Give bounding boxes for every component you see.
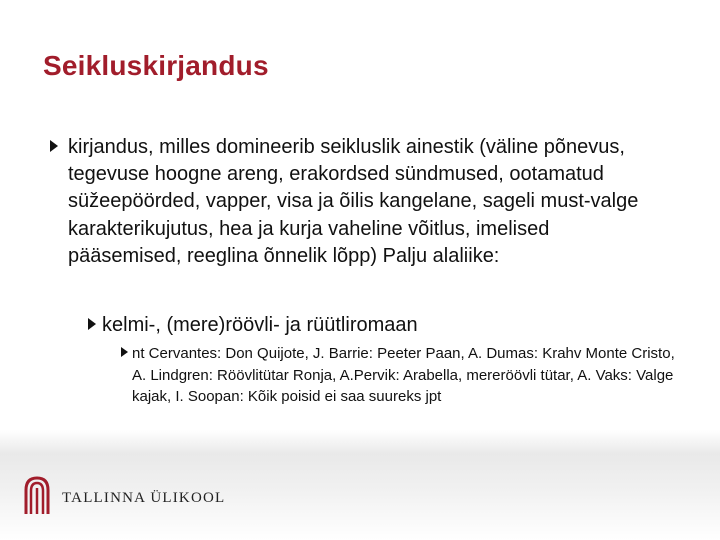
tallinn-university-emblem-icon: [22, 474, 52, 516]
bullet-level-1-text: kirjandus, milles domineerib seikluslik ainestik (väline põnevus, tegevuse hoogne areng, erakordsed sündmused, ootamatud süžeepöörded, vapper, visa ja õilis kangelane, sageli must-valge karakterikujutus, hea ja kurja vaheline võitlus, imelised pääsemised, reeglina õnnelik lõpp) Palju alaliike:: [68, 136, 639, 267]
bullet-level-2-text: kelmi-, (mere)röövli- ja rüütliromaan: [102, 314, 418, 336]
bullet-level-3-text: nt Cervantes: Don Quijote, J. Barrie: Peeter Paan, A. Dumas: Krahv Monte Cristo, A. Lindgren: Röövlitütar Ronja, A.Pervik: Arabella, mereröövli tütar, A. Vaks: Valge kajak, I. Soopan: Kõik poisid ei saa suureks jpt: [132, 345, 675, 405]
slide-title: Seikluskirjandus: [43, 50, 269, 81]
bullet-level-3: [121, 343, 691, 408]
bullet-arrow-icon: [121, 347, 128, 357]
university-logo: [22, 474, 225, 516]
bullet-arrow-icon: [88, 318, 96, 330]
bullet-level-2: [88, 312, 688, 338]
logo-text: TALLINNA ÜLIKOOL: [62, 489, 226, 506]
bullet-arrow-icon: [50, 140, 58, 152]
bullet-level-1: [50, 134, 690, 270]
